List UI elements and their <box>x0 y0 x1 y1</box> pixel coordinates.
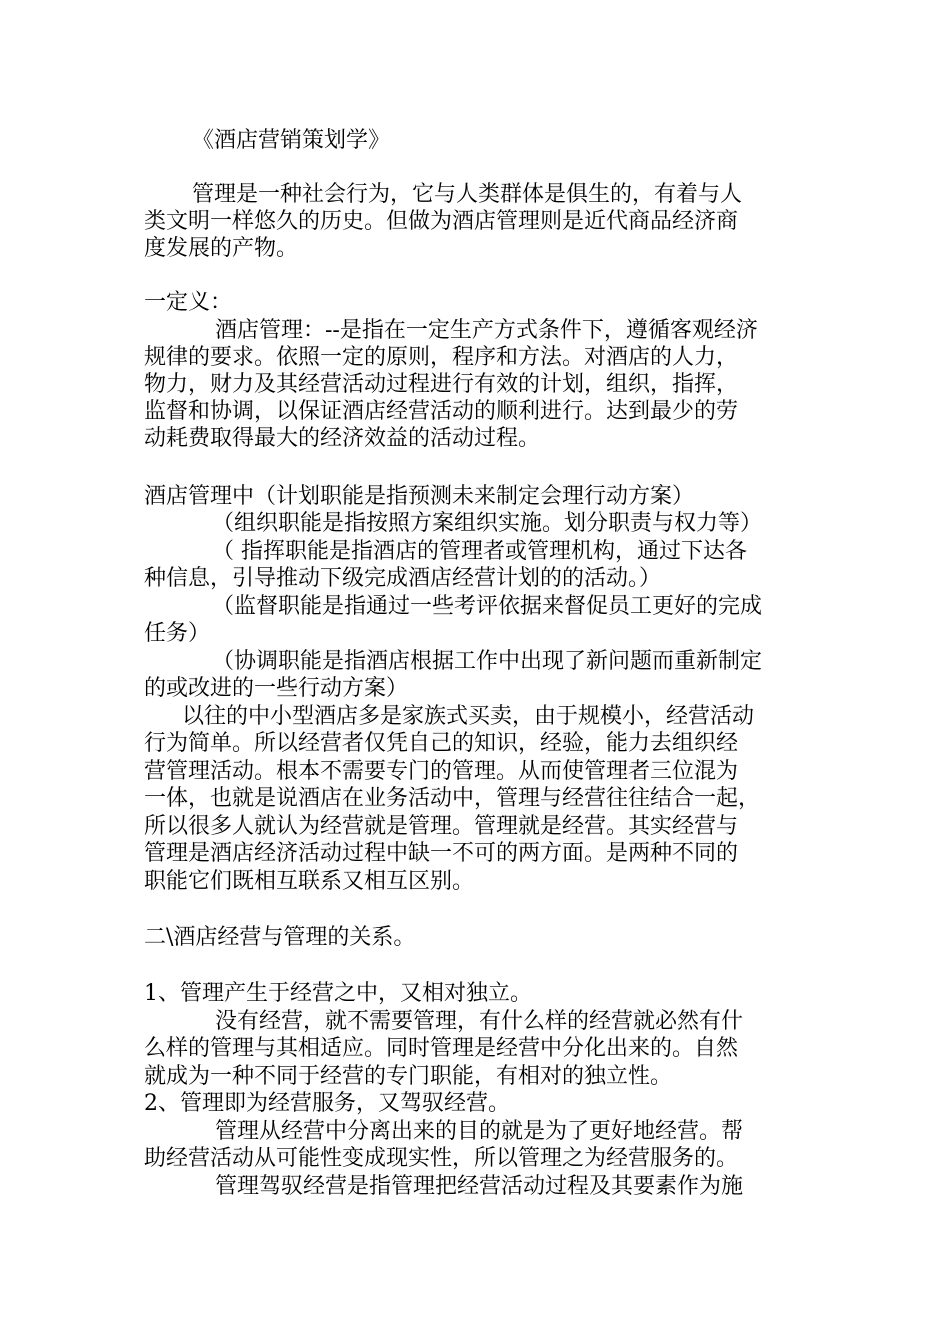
history-line: 职能它们既相互联系又相互区别。 <box>144 869 475 894</box>
point2-line: 助经营活动从可能性变成现实性，所以管理之为经营服务的。 <box>144 1146 739 1171</box>
intro-line: 度发展的产物。 <box>144 236 299 261</box>
intro-line: 管理是一种社会行为，它与人类群体是俱生的，有着与人 <box>192 182 743 207</box>
function-line: （ 指挥职能是指酒店的管理者或管理机构，通过下达各 <box>212 539 747 564</box>
definition-line: 规律的要求。依照一定的原则，程序和方法。对酒店的人力， <box>144 345 739 370</box>
section1-heading: 一定义： <box>144 290 233 315</box>
function-line: 任务） <box>144 621 211 646</box>
point1-line: 没有经营，就不需要管理，有什么样的经营就必然有什 <box>215 1009 744 1034</box>
function-line: （监督职能是指通过一些考评依据来督促员工更好的完成 <box>212 594 763 619</box>
point2-heading: 2、管理即为经营服务，又驾驭经营。 <box>144 1091 510 1116</box>
point1-line: 就成为一种不同于经营的专门职能，有相对的独立性。 <box>144 1064 673 1089</box>
point2-line: 管理驾驭经营是指管理把经营活动过程及其要素作为施 <box>215 1174 744 1199</box>
intro-line: 类文明一样悠久的历史。但做为酒店管理则是近代商品经济商 <box>144 209 739 234</box>
section2-heading: 二\酒店经营与管理的关系。 <box>144 925 416 950</box>
definition-line: 物力，财力及其经营活动过程进行有效的计划，组织，指挥， <box>144 372 739 397</box>
document-title: 《酒店营销策划学》 <box>192 128 391 153</box>
point1-heading: 1、管理产生于经营之中，又相对独立。 <box>144 981 532 1006</box>
history-line: 以往的中小型酒店多是家族式买卖，由于规模小，经营活动 <box>182 704 755 729</box>
point2-line: 管理从经营中分离出来的目的就是为了更好地经营。帮 <box>215 1119 744 1144</box>
point1-line: 么样的管理与其相适应。同时管理是经营中分化出来的。自然 <box>144 1036 739 1061</box>
history-line: 所以很多人就认为经营就是管理。管理就是经营。其实经营与 <box>144 814 739 839</box>
function-line: 的或改进的一些行动方案） <box>144 676 409 701</box>
definition-line: 动耗费取得最大的经济效益的活动过程。 <box>144 426 541 451</box>
function-line: （协调职能是指酒店根据工作中出现了新问题而重新制定 <box>212 649 763 674</box>
definition-line: 监督和协调，以保证酒店经营活动的顺利进行。达到最少的劳 <box>144 399 739 424</box>
history-line: 行为简单。所以经营者仅凭自己的知识，经验，能力去组织经 <box>144 731 739 756</box>
definition-line: 酒店管理：--是指在一定生产方式条件下，遵循客观经济 <box>215 318 758 343</box>
function-line: 酒店管理中（计划职能是指预测未来制定会理行动方案） <box>144 484 695 509</box>
function-line: 种信息，引导推动下级完成酒店经营计划的的活动。） <box>144 566 662 591</box>
history-line: 管理是酒店经济活动过程中缺一不可的两方面。是两种不同的 <box>144 841 739 866</box>
history-line: 营管理活动。根本不需要专门的管理。从而使管理者三位混为 <box>144 759 739 784</box>
history-line: 一体，也就是说酒店在业务活动中，管理与经营往往结合一起， <box>144 786 761 811</box>
function-line: （组织职能是指按照方案组织实施。划分职责与权力等） <box>212 511 763 536</box>
